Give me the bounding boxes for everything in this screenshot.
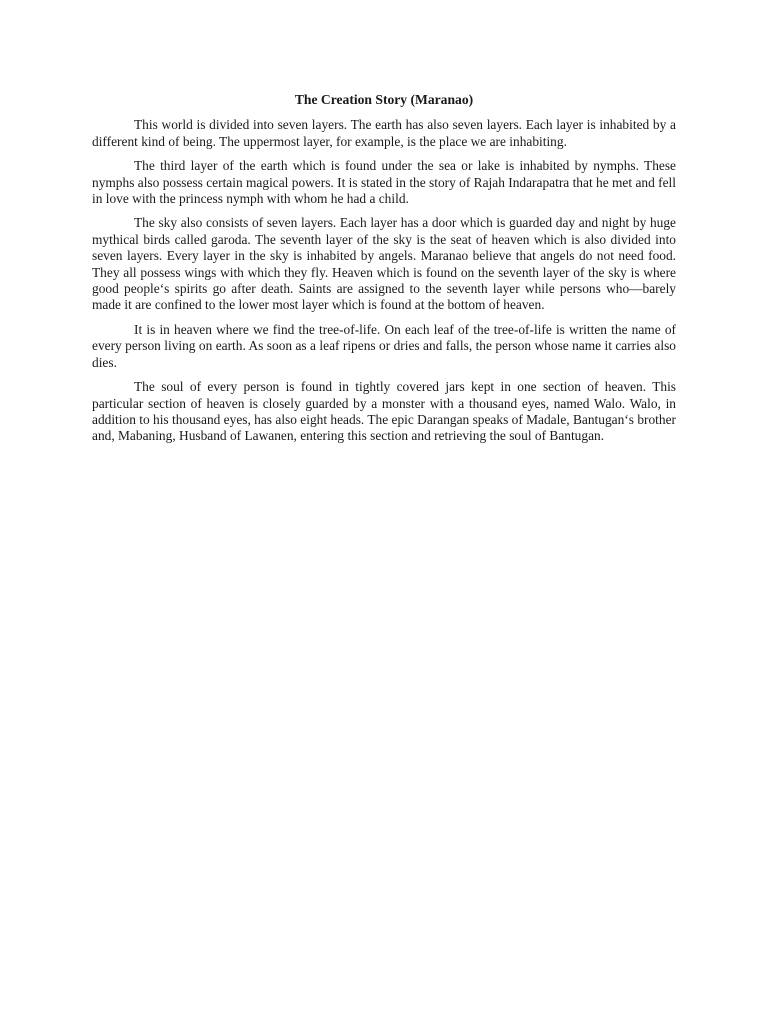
paragraph-3: The sky also consists of seven layers. Each layer has a door which is guarded day and night by huge mythical birds called garoda. The seventh layer of the sky is the seat of heaven which is also divided into seven layers. Every layer in the sky is inhabited by angels. Maranao believe that angels do not need food. They all possess wings with which they fly. Heaven which is found on the seventh layer of the sky is where good people‘s spirits go after death. Saints are assigned to the seventh layer while persons who—barely made it are confined to the lower most layer which is found at the bottom of heaven.: [92, 215, 676, 313]
document-title: The Creation Story (Maranao): [294, 92, 474, 107]
paragraph-4: It is in heaven where we find the tree-of-life. On each leaf of the tree-of-life is written the name of every person living on earth. As soon as a leaf ripens or dries and falls, the person whose name it carries also dies.: [92, 321, 676, 370]
paragraph-5: The soul of every person is found in tightly covered jars kept in one section of heaven. This particular section of heaven is closely guarded by a monster with a thousand eyes, named Walo. Walo, in addition to his thousand eyes, has also eight heads. The epic Darangan speaks of Madale, Bantugan‘s brother and, Mabaning, Husband of Lawanen, entering this section and retrieving the soul of Bantugan.: [92, 379, 676, 444]
paragraph-1: This world is divided into seven layers. The earth has also seven layers. Each layer is inhabited by a different kind of being. The uppermost layer, for example, is the place we are inhabiting.: [92, 117, 676, 149]
paragraph-2: The third layer of the earth which is found under the sea or lake is inhabited by nymphs. These nymphs also possess certain magical powers. It is stated in the story of Rajah Indarapatra that he met and fell in love with the princess nymph with whom he had a child.: [92, 158, 676, 207]
document-body: [92, 92, 676, 453]
